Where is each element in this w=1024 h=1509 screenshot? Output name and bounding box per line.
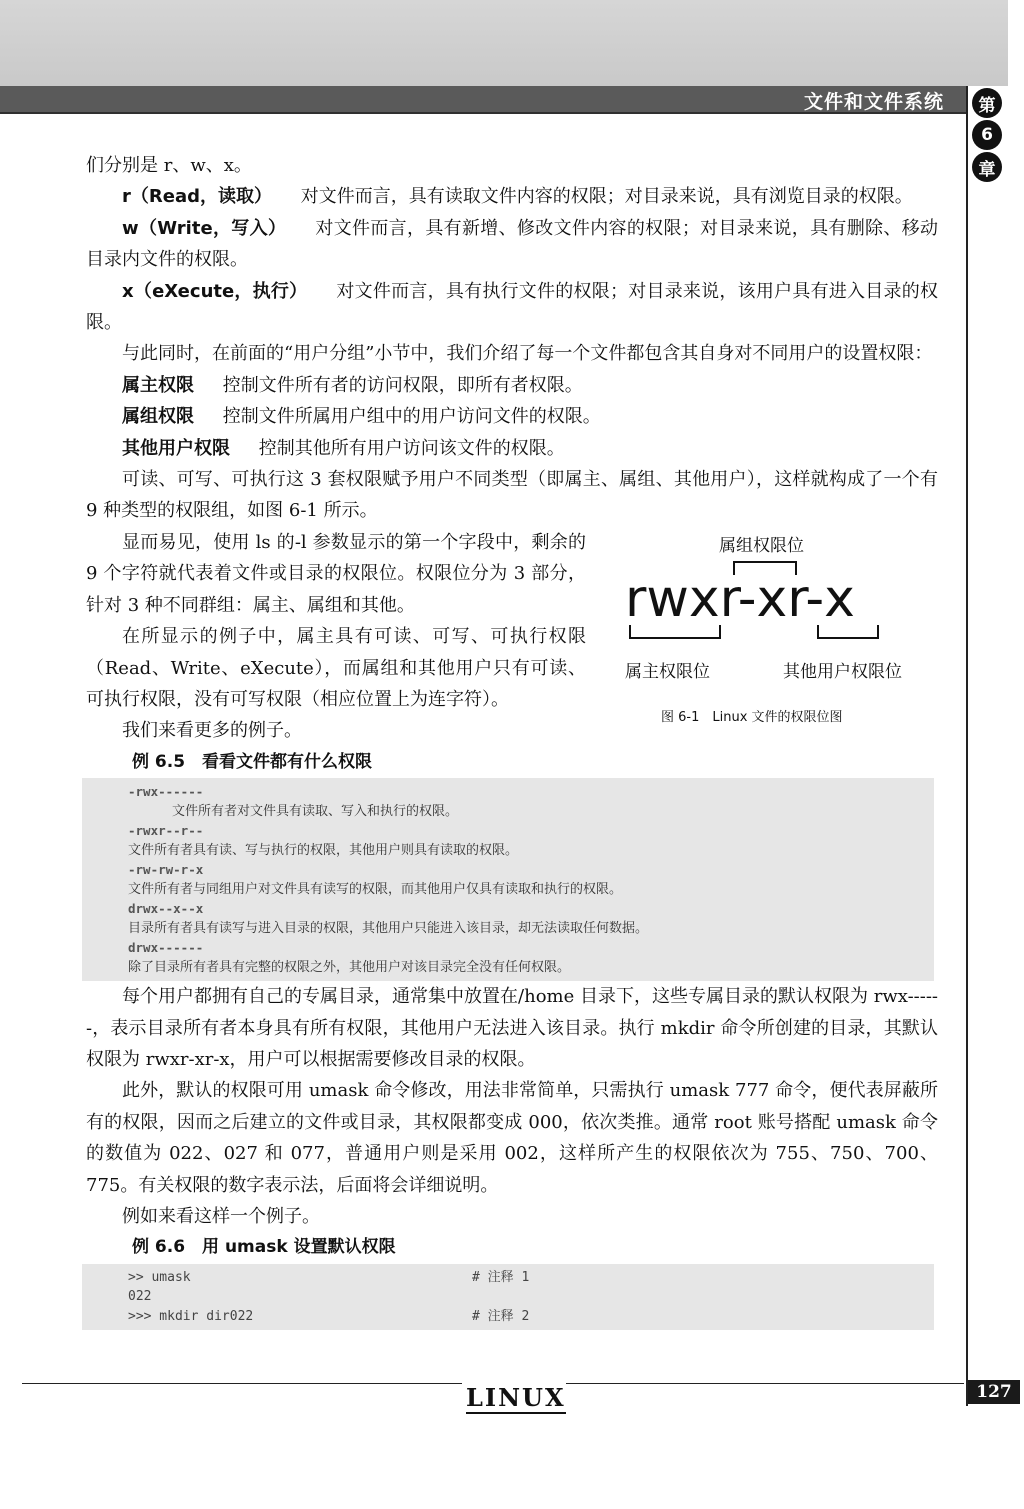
bracket-other <box>817 625 879 639</box>
term-group: 属组权限 <box>122 406 194 428</box>
example-desc: 除了目录所有者具有完整的权限之外，其他用户对该目录完全没有任何权限。 <box>128 959 571 975</box>
def-execute-text: 对文件而言，具有执行文件的权限；对目录来说，该用户具有进入目录的权限。 <box>86 280 939 334</box>
def-group-text: 控制文件所属用户组中的用户访问文件的权限。 <box>222 406 601 428</box>
figure-caption: 图 6-1 Linux 文件的权限位图 <box>661 709 843 725</box>
figure-label-group: 属组权限位 <box>719 535 804 556</box>
def-read-text: 对文件而言，具有读取文件内容的权限；对目录来说，具有浏览目录的权限。 <box>300 186 913 208</box>
paragraph-permission-bits: 显而易见，使用 ls 的-l 参数显示的第一个字段中，剩余的 9 个字符就代表着文件或目录的权限位。权限位分为 3 部分，针对 3 种不同群组：属主、属组和其他。 <box>86 531 586 616</box>
code-comment: # 注释 2 <box>472 1308 530 1324</box>
def-read <box>86 181 938 212</box>
paragraph-more-examples: 我们来看更多的例子。 <box>122 720 302 742</box>
footer-rule-left <box>22 1383 462 1384</box>
chapter-tab <box>972 88 1006 184</box>
term-read: r（Read，读取） <box>122 186 272 208</box>
paragraph-example-explain: 在所显示的例子中，属主具有可读、可写、可执行权限（Read、Write、eXecute），而属组和其他用户只有可读、可执行权限，没有可写权限（相应位置上为连字符）。 <box>86 626 586 710</box>
example-perm: -rwxr--r-- <box>128 823 204 839</box>
example-desc: 目录所有者具有读写与进入目录的权限，其他用户只能进入该目录，却无法读取任何数据。 <box>128 920 649 936</box>
example-perm: drwx--x--x <box>128 901 204 917</box>
example-perm: drwx------ <box>128 940 204 956</box>
page-number: 127 <box>968 1380 1020 1404</box>
figure-wrap-region <box>86 527 938 725</box>
code-command: >> umask <box>128 1269 191 1285</box>
code-command: 022 <box>128 1289 152 1305</box>
code-line <box>128 1307 934 1327</box>
code-line <box>128 1287 934 1307</box>
bracket-owner <box>629 625 721 639</box>
code-command: >>> mkdir dir022 <box>128 1308 254 1324</box>
def-write <box>86 213 938 276</box>
example-desc: 文件所有者具有读、写与执行的权限，其他用户则具有读取的权限。 <box>128 842 519 858</box>
example-perm: -rw-rw-r-x <box>128 862 204 878</box>
figure-label-owner: 属主权限位 <box>625 661 710 682</box>
example-6-6-title: 例 6.6 用 umask 设置默认权限 <box>132 1237 396 1258</box>
header-title: 文件和文件系统 <box>803 91 944 113</box>
example-desc: 文件所有者与同组用户对文件具有读写的权限，而其他用户仅具有读取和执行的权限。 <box>128 881 623 897</box>
figure-permission-string: rwxr-xr-x <box>625 568 855 629</box>
def-other <box>86 433 938 464</box>
paragraph-user-groups: 与此同时，在前面的“用户分组”小节中，我们介绍了每一个文件都包含其自身对不同用户的设置权限： <box>122 343 933 365</box>
term-owner: 属主权限 <box>122 374 194 396</box>
running-header <box>0 86 966 114</box>
chapter-glyph-3: 章 <box>972 152 1002 182</box>
term-execute: x（eXecute，执行） <box>122 280 308 302</box>
term-other: 其他用户权限 <box>122 437 230 459</box>
paragraph-home-dirs: 每个用户都拥有自己的专属目录，通常集中放置在/home 目录下，这些专属目录的默认权限为 rwx------，表示目录所有者本身具有所有权限，其他用户无法进入该目录。执行 mkdir 命令所创建的目录，其默认权限为 rwxr-xr-x，用户可以根据需要修改目录的权限。 <box>86 986 938 1070</box>
paragraph-umask: 此外，默认的权限可用 umask 命令修改，用法非常简单，只需执行 umask 777 命令，便代表屏蔽所有的权限，因而之后建立的文件或目录，其权限都变成 000，依次类推。通常 root 账号搭配 umask 命令的数值为 022、027 和 077，普通用户则是采用 002，这样所产生的权限依次为 755、750、700、775。有关权限的数字表示法，后面将会详细说明。 <box>86 1080 938 1196</box>
code-comment: # 注释 1 <box>472 1269 530 1285</box>
example-desc: 文件所有者对文件具有读取、写入和执行的权限。 <box>172 803 459 819</box>
def-write-text: 对文件而言，具有新增、修改文件内容的权限；对目录来说，具有删除、移动目录内文件的权限。 <box>86 217 938 271</box>
figure-6-1 <box>621 525 941 730</box>
paragraph-continuation: 们分别是 r、w、x。 <box>86 155 252 176</box>
def-owner-text: 控制文件所有者的访问权限，即所有者权限。 <box>222 374 583 396</box>
def-owner <box>86 370 938 401</box>
footer-rule-right <box>566 1383 964 1384</box>
def-execute <box>86 276 938 339</box>
right-margin-rule <box>966 86 968 1406</box>
example-6-5-code <box>82 778 934 981</box>
paragraph-example-intro: 例如来看这样一个例子。 <box>122 1205 320 1227</box>
example-6-6-code <box>82 1264 934 1331</box>
figure-label-other: 其他用户权限位 <box>783 661 902 682</box>
top-margin-band <box>0 0 1008 86</box>
def-group <box>86 401 938 432</box>
chapter-glyph-2: 6 <box>972 120 1002 150</box>
code-line <box>128 1268 934 1288</box>
page-body <box>86 150 938 1330</box>
chapter-glyph-1: 第 <box>972 88 1002 118</box>
def-other-text: 控制其他所有用户访问该文件的权限。 <box>258 437 565 459</box>
paragraph-permission-groups: 可读、可写、可执行这 3 套权限赋予用户不同类型（即属主、属组、其他用户），这样就构成了一个有 9 种类型的权限组，如图 6-1 所示。 <box>86 469 938 522</box>
footer-logo: LINUX <box>466 1383 566 1412</box>
term-write: w（Write，写入） <box>122 217 287 239</box>
example-6-5-title: 例 6.5 看看文件都有什么权限 <box>132 751 373 772</box>
example-perm: -rwx------ <box>128 784 204 800</box>
